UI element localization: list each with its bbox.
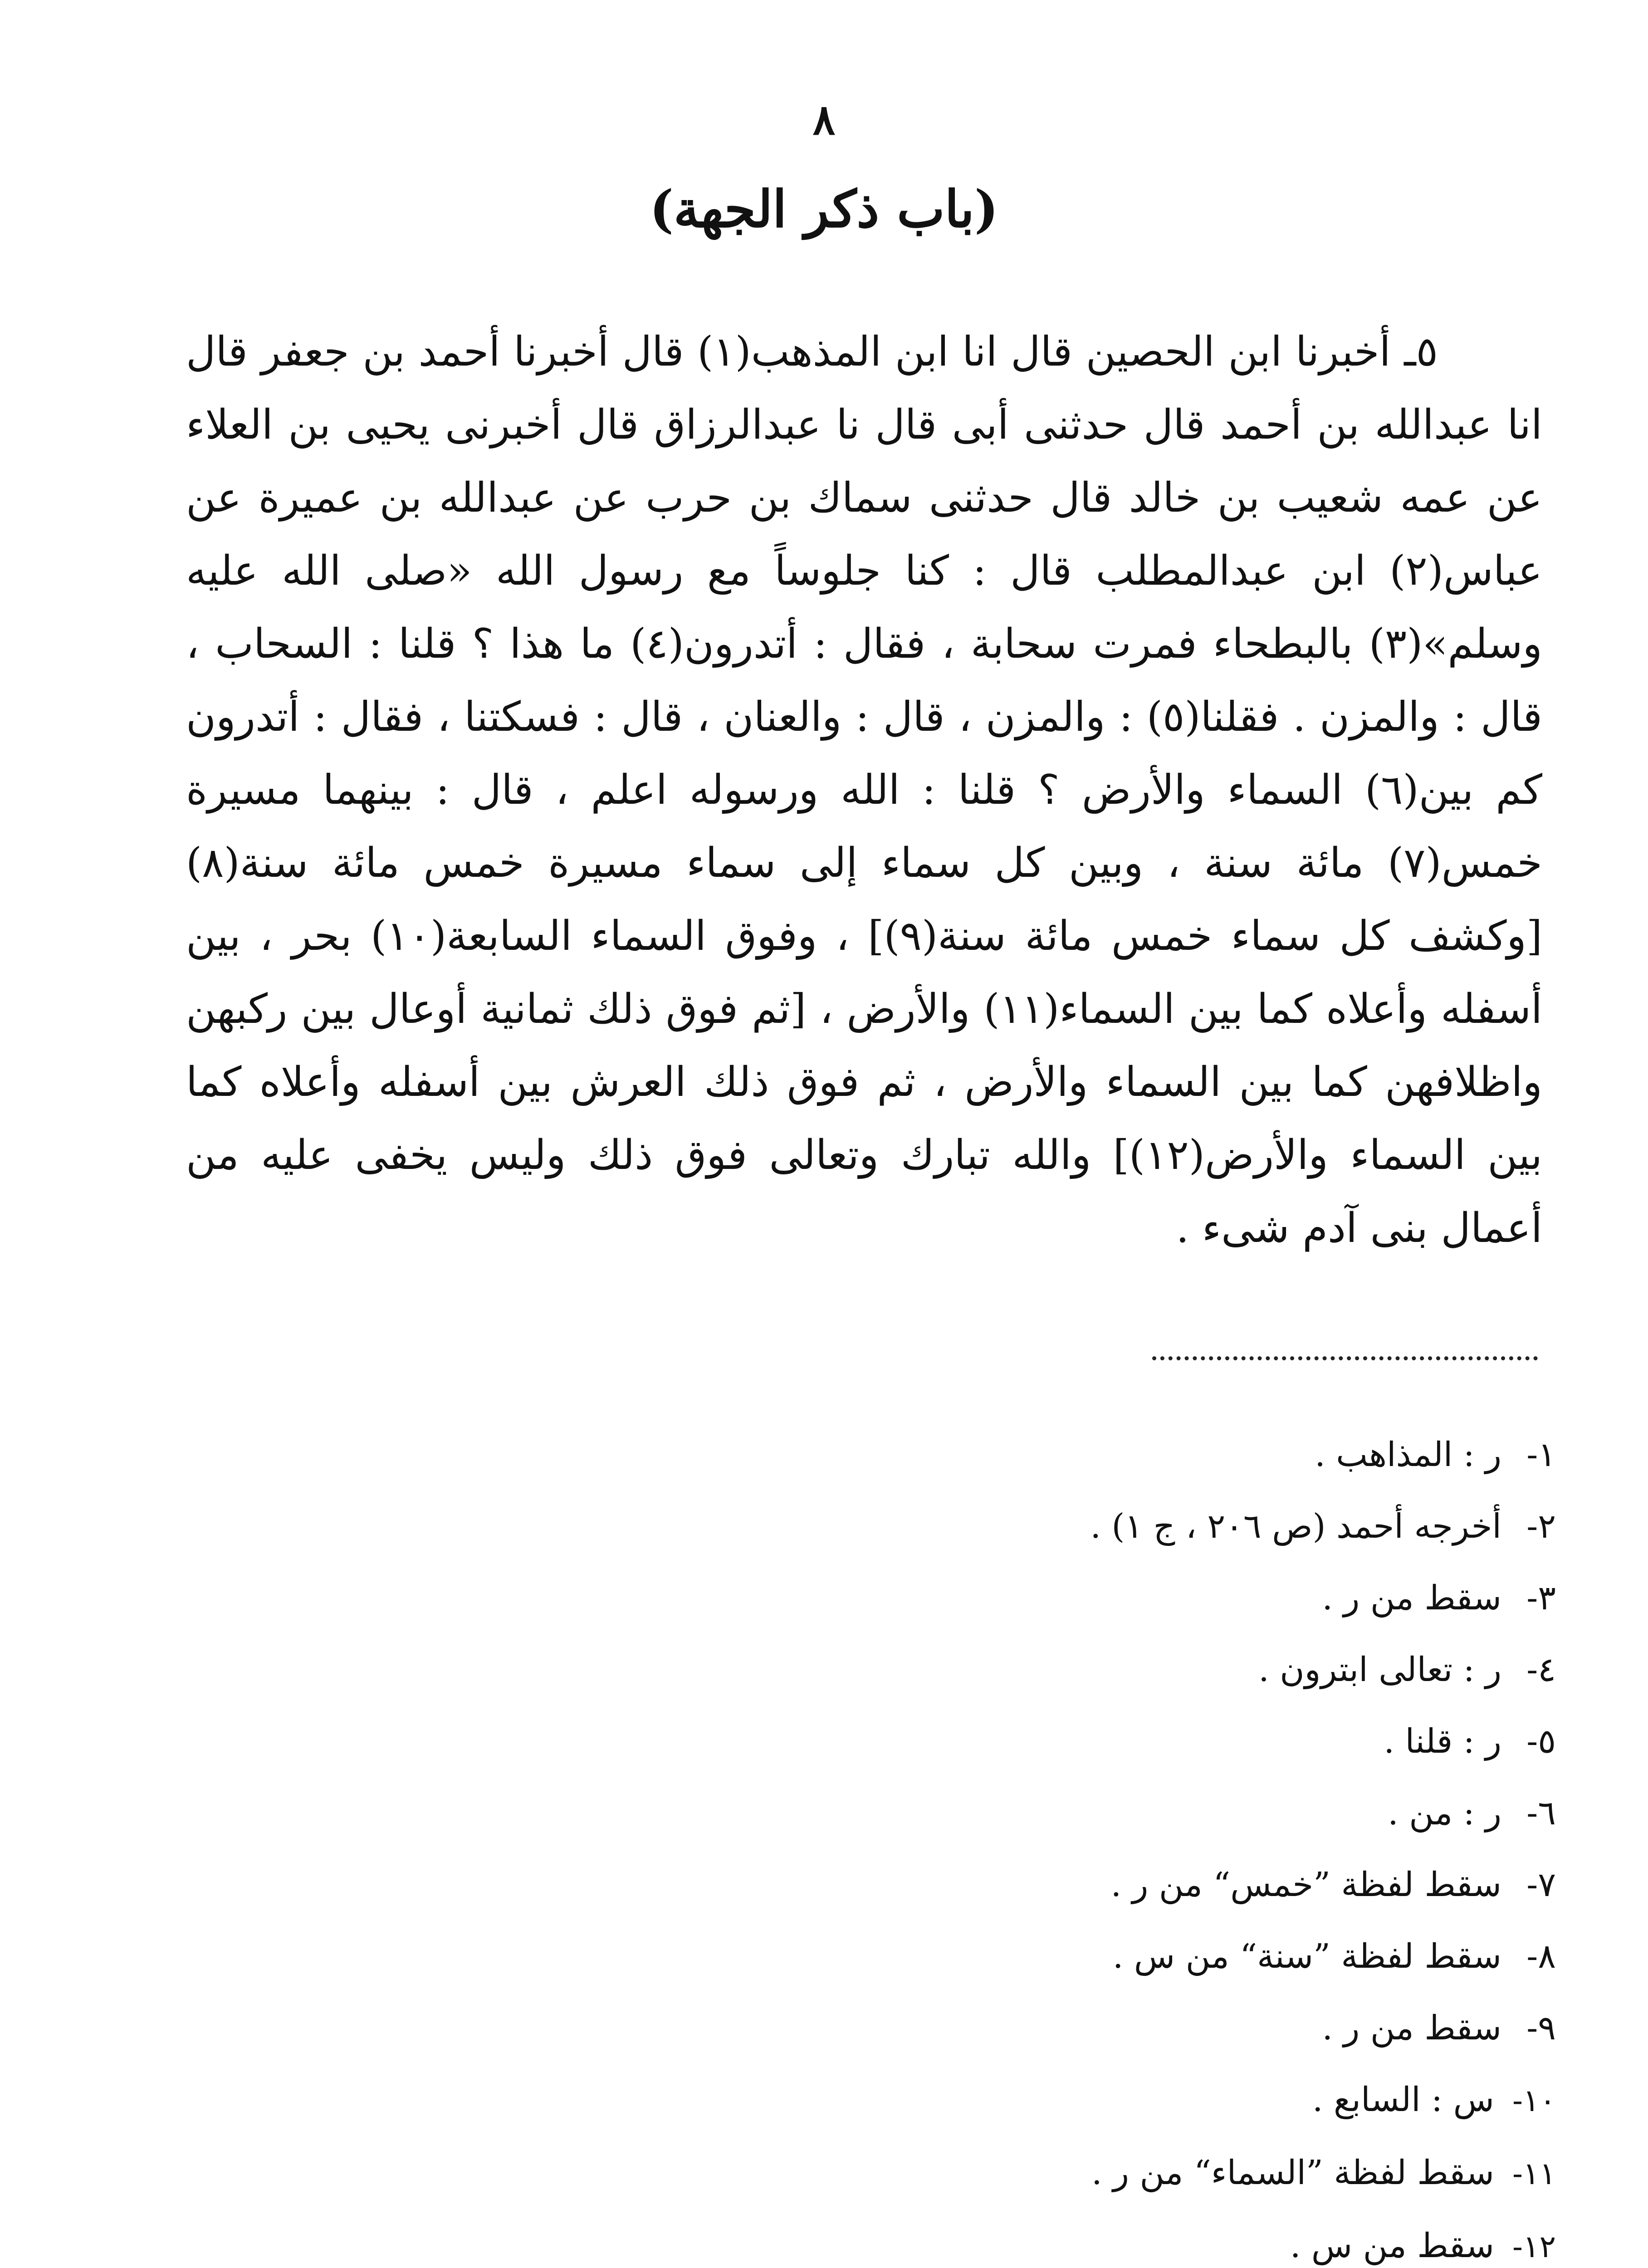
main-text bbox=[186, 315, 1542, 1265]
footnote-item bbox=[499, 1706, 1556, 1777]
footnote-number: ٢- bbox=[1526, 1507, 1556, 1546]
footnote-number: ٣- bbox=[1526, 1579, 1556, 1618]
footnote-item bbox=[499, 1921, 1556, 1992]
footnote-text: س : السابع . bbox=[1312, 2080, 1494, 2119]
hadith-paragraph: ٥ـ أخبرنا ابن الحصين قال انا ابن المذهب(١) قال أخبرنا أحمد بن جعفر قال انا عبدالله بن أحمد قال حدثنى أبى قال نا عبدالرزاق قال أخبرنى يحيى بن العلاء عن عمه شعيب بن خالد قال حدثنى سماك بن حرب عن عبدالله بن عميرة عن عباس(٢) ابن عبدالمطلب قال : كنا جلوساً مع رسول الله «صلى الله عليه وسلم»(٣) بالبطحاء فمرت سحابة ، فقال : أتدرون(٤) ما هذا ؟ قلنا : السحاب ، قال : والمزن . فقلنا(٥) : والمزن ، قال : والعنان ، قال : فسكتنا ، فقال : أتدرون كم بين(٦) السماء والأرض ؟ قلنا : الله ورسوله اعلم ، قال : بينهما مسيرة خمس(٧) مائة سنة ، وبين كل سماء إلى سماء مسيرة خمس مائة سنة(٨) [وكشف كل سماء خمس مائة سنة(٩)] ، وفوق السماء السابعة(١٠) بحر ، بين أسفله وأعلاه كما بين السماء(١١) والأرض ، [ثم فوق ذلك ثمانية أوعال بين ركبهن واظلافهن كما بين السماء والأرض ، ثم فوق ذلك العرش بين أسفله وأعلاه كما بين السماء والأرض(١٢)] والله تبارك وتعالى فوق ذلك وليس يخفى عليه من أعمال بنى آدم شىء . bbox=[186, 328, 1543, 1252]
footnote-item bbox=[499, 1849, 1556, 1921]
footnote-text: ر : قلنا . bbox=[1384, 1722, 1501, 1761]
footnote-text: سقط لفظة ”السماء“ من ر . bbox=[1091, 2153, 1494, 2192]
footnote-number: ١٢- bbox=[1512, 2229, 1556, 2265]
footnote-item bbox=[499, 1777, 1556, 1849]
footnote-number: ٦- bbox=[1526, 1794, 1556, 1833]
chapter-title: (باب ذكر الجهة) bbox=[650, 180, 998, 239]
footnote-text: سقط من ر . bbox=[1322, 1579, 1501, 1618]
footnote-item bbox=[499, 1419, 1556, 1491]
footnote-item bbox=[499, 1992, 1556, 2064]
footnote-number: ١- bbox=[1526, 1435, 1556, 1474]
footnote-number: ١٠- bbox=[1512, 2083, 1556, 2119]
footnote-text: ر : من . bbox=[1388, 1794, 1501, 1833]
footnote-text: سقط من ر . bbox=[1322, 2009, 1501, 2048]
page-number: ٨ bbox=[812, 95, 836, 144]
footnote-text: ر : تعالى ابترون . bbox=[1258, 1650, 1501, 1689]
footnote-text: ر : المذاهب . bbox=[1315, 1435, 1501, 1474]
footnote-number: ٧- bbox=[1526, 1865, 1556, 1904]
footnote-item bbox=[499, 2210, 1556, 2268]
footnote-text: أخرجه أحمد (ص ٢٠٦ ، ج ١) . bbox=[1090, 1507, 1501, 1546]
footnote-number: ٤- bbox=[1526, 1650, 1556, 1689]
footnote-number: ٨- bbox=[1526, 1937, 1556, 1976]
footnote-separator bbox=[1152, 1356, 1538, 1360]
footnote-number: ١١- bbox=[1512, 2156, 1556, 2192]
footnote-number: ٥- bbox=[1526, 1722, 1556, 1761]
footnote-text: سقط من س . bbox=[1290, 2226, 1494, 2265]
footnote-item bbox=[499, 2064, 1556, 2137]
footnote-text: سقط لفظة ”سنة“ من س . bbox=[1112, 1937, 1501, 1976]
footnote-text: سقط لفظة ”خمس“ من ر . bbox=[1110, 1865, 1501, 1904]
footnote-item bbox=[499, 2137, 1556, 2210]
footnote-item bbox=[499, 1634, 1556, 1706]
footnotes-list bbox=[499, 1419, 1556, 2268]
footnote-item bbox=[499, 1562, 1556, 1634]
footnote-number: ٩- bbox=[1526, 2009, 1556, 2048]
footnote-item bbox=[499, 1491, 1556, 1562]
